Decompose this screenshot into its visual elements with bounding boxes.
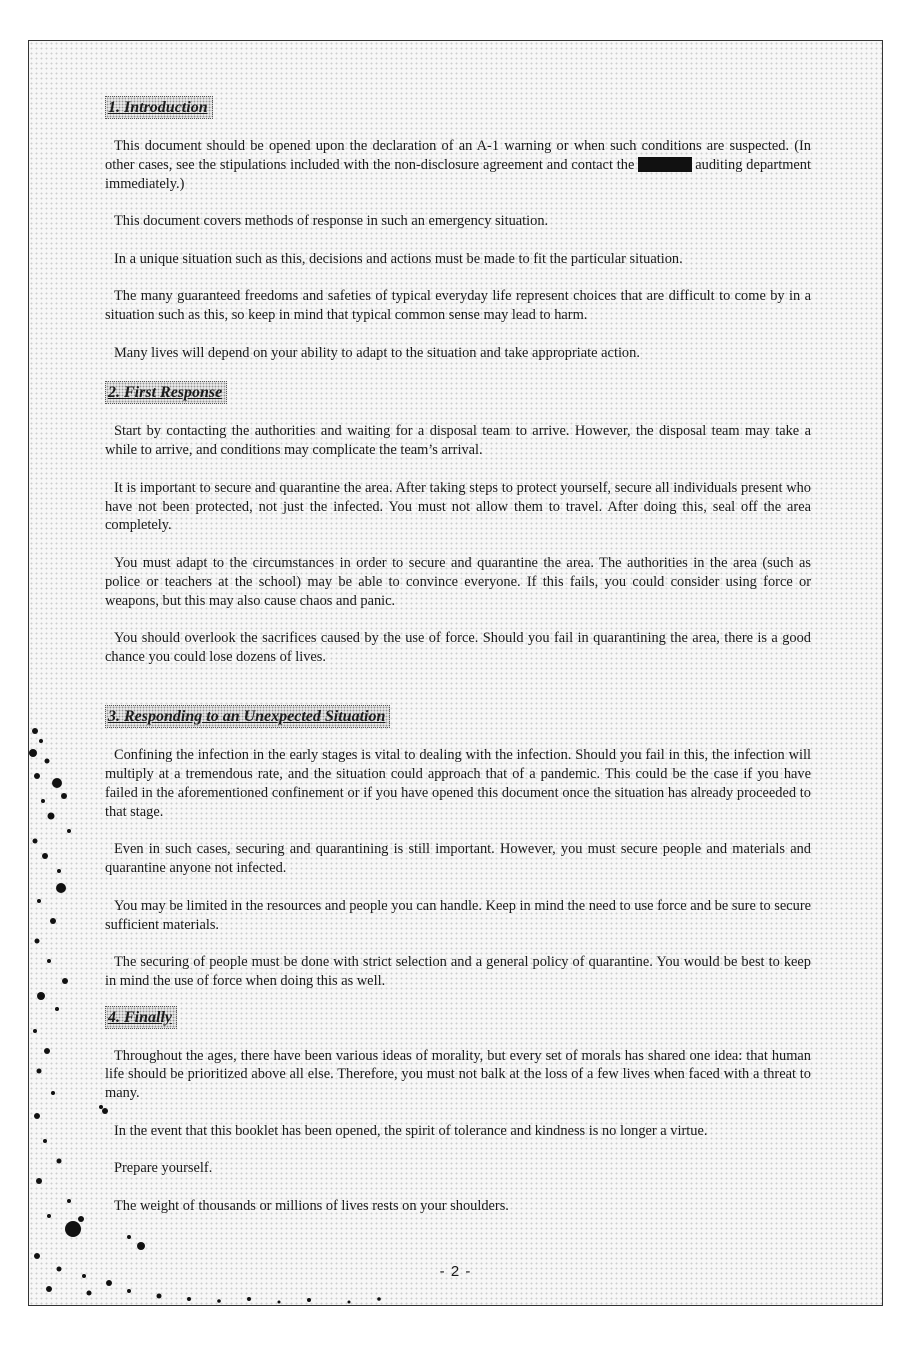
paragraph: Confining the infection in the early stages is vital to dealing with the infection. Should you fail in this, the infection will multiply at a tremendous rate, and the situation could approach that of a pandemic. This could be the case if you have failed in the aforementioned confinement or if you have opened this document once the situation has already proceeded to that stage. [105, 747, 811, 820]
document-body [105, 96, 811, 1234]
section-introduction [105, 96, 811, 363]
paragraph: You must adapt to the circumstances in order to secure and quarantine the area. The authorities in the area (such as police or teachers at the school) may be able to convince everyone. If this fails, you could consider using force or weapons, but this may also cause chaos and panic. [105, 554, 811, 609]
paragraph: The weight of thousands or millions of lives rests on your shoulders. [114, 1197, 509, 1214]
paragraph: In the event that this booklet has been opened, the spirit of tolerance and kindness is no longer a virtue. [114, 1122, 708, 1139]
paragraph: Prepare yourself. [114, 1160, 213, 1177]
paragraph: You should overlook the sacrifices caused by the use of force. Should you fail in quarantining the area, there is a good chance you could lose dozens of lives. [105, 630, 811, 666]
paragraph-text: auditing department immediately.) [105, 156, 811, 192]
paragraph: It is important to secure and quarantine the area. After taking steps to protect yourself, secure all individuals present who have not been protected, not just the infected. You must not allow them to travel. After doing this, seal off the area completely. [105, 479, 811, 534]
section-heading: 2. First Response [105, 381, 227, 404]
paragraph: The securing of people must be done with strict selection and a general policy of quarantine. You would be best to keep in mind the use of force when doing this as well. [105, 954, 811, 989]
paragraph: Even in such cases, securing and quarantining is still important. However, you must secure people and materials and quarantine anyone not infected. [105, 841, 811, 877]
section-heading: 1. Introduction [105, 96, 213, 119]
paragraph: Many lives will depend on your ability to adapt to the situation and take appropriate action. [114, 344, 640, 361]
section-finally [105, 1006, 811, 1216]
paragraph [105, 137, 811, 194]
paragraph: Start by contacting the authorities and waiting for a disposal team to arrive. However, the disposal team may take a while to arrive, and conditions may complicate the team’s arrival. [105, 423, 811, 459]
paragraph: Throughout the ages, there have been various ideas of morality, but every set of morals has shared one idea: that human life should be prioritized above all else. Therefore, you must not balk at the loss of a few lives when faced with a threat to many. [105, 1047, 811, 1102]
redaction-bar [638, 157, 692, 172]
section-unexpected-situation [105, 705, 811, 991]
page-number: - 2 - [439, 1263, 472, 1280]
paragraph: The many guaranteed freedoms and safeties of typical everyday life represent choices that are difficult to come by in a situation such as this, so keep in mind that typical common sense may lead to harm. [105, 288, 811, 324]
paragraph: You may be limited in the resources and people you can handle. Keep in mind the need to use force and be sure to secure sufficient materials. [105, 897, 811, 933]
paragraph-text: This document should be opened upon the declaration of an A-1 warning or when such conditions are suspected. (In other cases, see the stipulations included with the non-disclosure agreement and contact the [105, 138, 811, 173]
paragraph: This document covers methods of response in such an emergency situation. [114, 213, 549, 230]
section-heading: 4. Finally [105, 1006, 177, 1029]
section-first-response [105, 381, 811, 667]
section-heading: 3. Responding to an Unexpected Situation [105, 705, 390, 728]
document-page [28, 40, 883, 1306]
paragraph: In a unique situation such as this, decisions and actions must be made to fit the particular situation. [114, 250, 683, 267]
